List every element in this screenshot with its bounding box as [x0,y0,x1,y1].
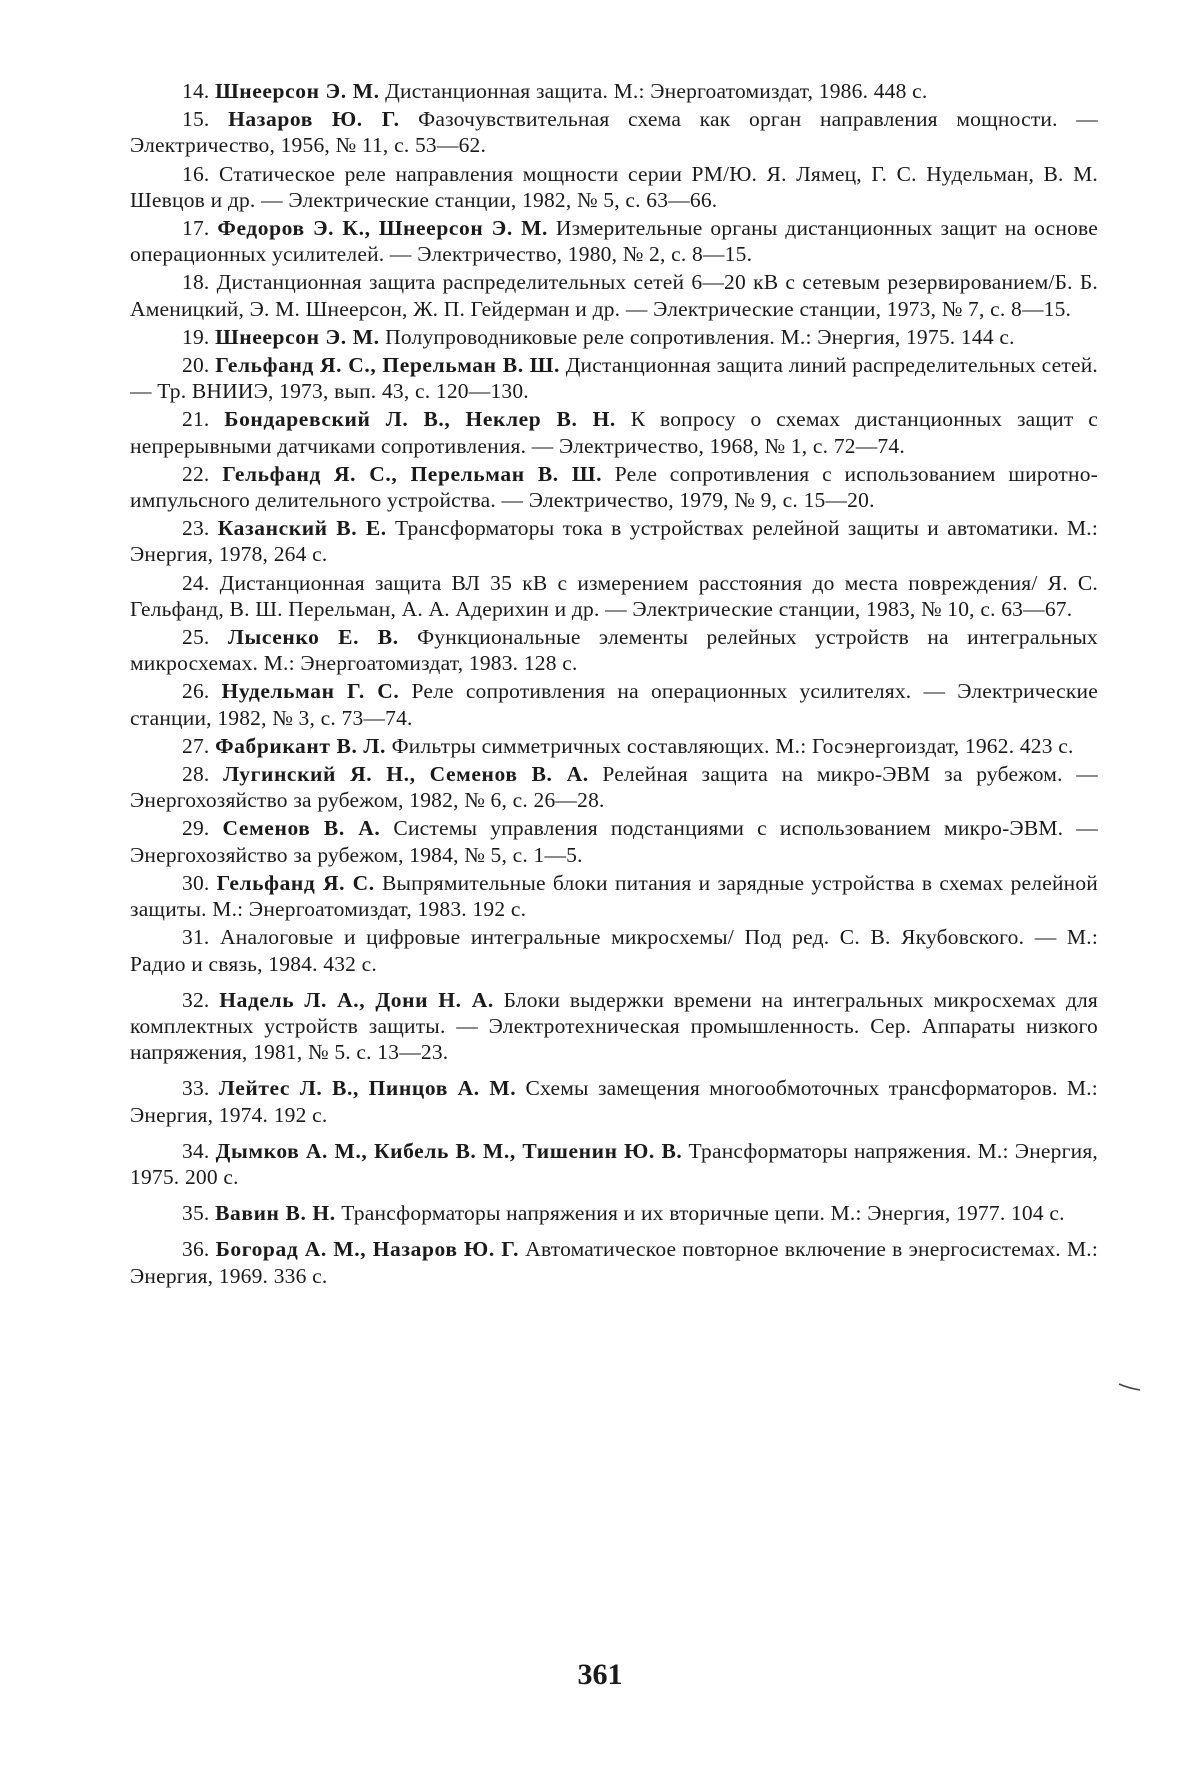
reference-number: 30. [182,870,210,895]
reference-entry [130,761,1098,813]
reference-entry [130,78,1098,104]
reference-text: Дистанционная защита линий распределительных сетей. — Тр. ВНИИЭ, 1973, вып. 43, с. 120—130. [130,353,1099,404]
reference-text: Функциональные элементы релейных устройств на интегральных микросхемах. М.: Энергоатомиздат, 1983. 128 с. [130,625,1099,676]
reference-authors: Федоров Э. К., Шнеерсон Э. М. [217,216,548,241]
reference-text: Аналоговые и цифровые интегральные микросхемы/ Под ред. С. В. Якубовского. — М.: Радио и связь, 1984. 432 с. [130,925,1099,976]
reference-number: 18. [182,270,210,295]
reference-authors: Назаров Ю. Г. [228,107,400,132]
reference-authors: Семенов В. А. [222,816,381,841]
reference-entry [130,815,1098,867]
reference-text: Дистанционная защита распределительных сетей 6—20 кВ с сетевым резервированием/Б. Б. Аменицкий, Э. М. Шнеерсон, Ж. П. Гейдерман и др. — Электрические станции, 1973, № 7, с. 8—15. [130,270,1098,321]
reference-authors: Лысенко Е. В. [227,625,399,650]
reference-entry [130,1075,1098,1127]
reference-number: 35. [182,1201,210,1226]
reference-entry [130,987,1098,1066]
reference-entry [130,215,1098,267]
reference-number: 25. [182,625,210,650]
reference-text: Дистанционная защита ВЛ 35 кВ с измерением расстояния до места повреждения/ Я. С. Гельфанд, В. Ш. Перельман, А. А. Адерихин и др. — Электрические станции, 1983, № 10, с. 63—67. [130,570,1099,621]
reference-entry [130,161,1098,213]
reference-text: Трансформаторы тока в устройствах релейной защиты и автоматики. М.: Энергия, 1978, 264 с. [130,516,1099,567]
reference-text: Измерительные органы дистанционных защит на основе операционных усилителей. — Электричество, 1980, № 2, с. 8—15. [130,216,1098,267]
reference-text: Реле сопротивления с использованием широтно-импульсного делительного устройства. — Электричество, 1979, № 9, с. 15—20. [130,461,1099,513]
reference-entry [130,352,1098,404]
reference-authors: Лугинский Я. Н., Семенов В. А. [223,762,589,787]
reference-text: Выпрямительные блоки питания и зарядные устройства в схемах релейной защиты. М.: Энергоатомиздат, 1983. 192 с. [130,870,1099,922]
reference-number: 17. [182,216,210,241]
reference-text: Трансформаторы напряжения. М.: Энергия, 1975. 200 с. [130,1138,1098,1189]
reference-text: Фильтры симметричных составляющих. М.: Госэнергоиздат, 1962. 423 с. [391,733,1074,758]
reference-authors: Фабрикант В. Л. [215,733,386,758]
reference-number: 16. [182,161,210,186]
reference-number: 14. [182,79,210,103]
reference-entry [130,924,1098,976]
reference-number: 24. [182,570,210,595]
reference-entry [130,570,1098,622]
reference-number: 23. [182,516,210,541]
reference-text: Трансформаторы напряжения и их вторичные цепи. М.: Энергия, 1977. 104 с. [341,1201,1065,1226]
reference-number: 21. [182,407,210,432]
reference-entry [130,106,1098,158]
reference-number: 36. [182,1237,210,1262]
reference-entry [130,870,1098,922]
page-number: 361 [577,1658,623,1691]
reference-entry [130,461,1098,513]
reference-authors: Вавин В. Н. [215,1201,336,1226]
reference-number: 27. [182,733,210,758]
reference-authors: Шнеерсон Э. М. [215,79,380,103]
reference-text: Блоки выдержки времени на интегральных микросхемах для комплектных устройств защиты. — Электротехническая промышленность. Сер. Аппараты низкого напряжения, 1981, № 5. с. 13—23. [130,987,1099,1065]
reference-entry [130,324,1098,350]
reference-number: 26. [182,679,210,704]
reference-text: К вопросу о схемах дистанционных защит с непрерывными датчиками сопротивления. — Электричество, 1968, № 1, с. 72—74. [130,407,1098,458]
margin-pencil-mark [1118,1382,1142,1392]
reference-entry [130,1138,1098,1190]
reference-text: Фазочувствительная схема как орган направления мощности. — Электричество, 1956, № 11, с. 53—62. [130,107,1098,158]
reference-authors: Гельфанд Я. С., Перельман В. Ш. [222,461,603,486]
reference-number: 33. [182,1076,210,1101]
reference-list [130,78,1098,1291]
reference-text: Автоматическое повторное включение в энергосистемах. М.: Энергия, 1969. 336 с. [130,1237,1099,1288]
reference-number: 22. [182,461,210,486]
reference-number: 28. [182,762,210,787]
reference-number: 19. [182,324,210,349]
reference-authors: Дымков А. М., Кибель В. М., Тишенин Ю. В. [215,1138,683,1163]
reference-entry [130,624,1098,676]
reference-authors: Нудельман Г. С. [221,679,400,704]
reference-entry [130,678,1098,730]
reference-entry [130,515,1098,567]
reference-text: Релейная защита на микро-ЭВМ за рубежом. — Энергохозяйство за рубежом, 1982, № 6, с. 26—28. [130,762,1099,813]
reference-entry [130,406,1098,458]
reference-text: Реле сопротивления на операционных усилителях. — Электрические станции, 1982, № 3, с. 73—74. [130,679,1098,730]
reference-text: Статическое реле направления мощности серии РМ/Ю. Я. Лямец, Г. С. Нудельман, В. М. Шевцов и др. — Электрические станции, 1982, № 5, с. 63—66. [130,161,1098,212]
reference-authors: Казанский В. Е. [217,516,387,541]
reference-entry [130,1236,1098,1288]
reference-authors: Богорад А. М., Назаров Ю. Г. [215,1237,520,1262]
reference-number: 34. [182,1138,210,1163]
reference-authors: Гельфанд Я. С., Перельман В. Ш. [215,353,560,378]
reference-authors: Шнеерсон Э. М. [215,324,380,349]
reference-authors: Гельфанд Я. С. [216,870,375,895]
reference-text: Полупроводниковые реле сопротивления. М.: Энергия, 1975. 144 с. [385,324,1015,349]
reference-number: 29. [182,816,210,841]
reference-text: Схемы замещения многообмоточных трансформаторов. М.: Энергия, 1974. 192 с. [130,1076,1098,1127]
reference-text: Дистанционная защита. М.: Энергоатомиздат, 1986. 448 с. [385,79,928,103]
reference-text: Системы управления подстанциями с использованием микро-ЭВМ. — Энергохозяйство за рубежом, 1984, № 5, с. 1—5. [130,816,1098,867]
reference-authors: Надель Л. А., Дони Н. А. [219,987,494,1012]
reference-entry [130,733,1098,759]
reference-entry [130,1200,1098,1226]
reference-authors: Лейтес Л. В., Пинцов А. М. [218,1076,517,1101]
reference-authors: Бондаревский Л. В., Неклер В. Н. [224,407,616,432]
reference-number: 31. [182,925,210,950]
reference-number: 15. [182,107,210,132]
reference-number: 20. [182,353,210,378]
reference-entry [130,269,1098,321]
reference-number: 32. [182,987,210,1012]
